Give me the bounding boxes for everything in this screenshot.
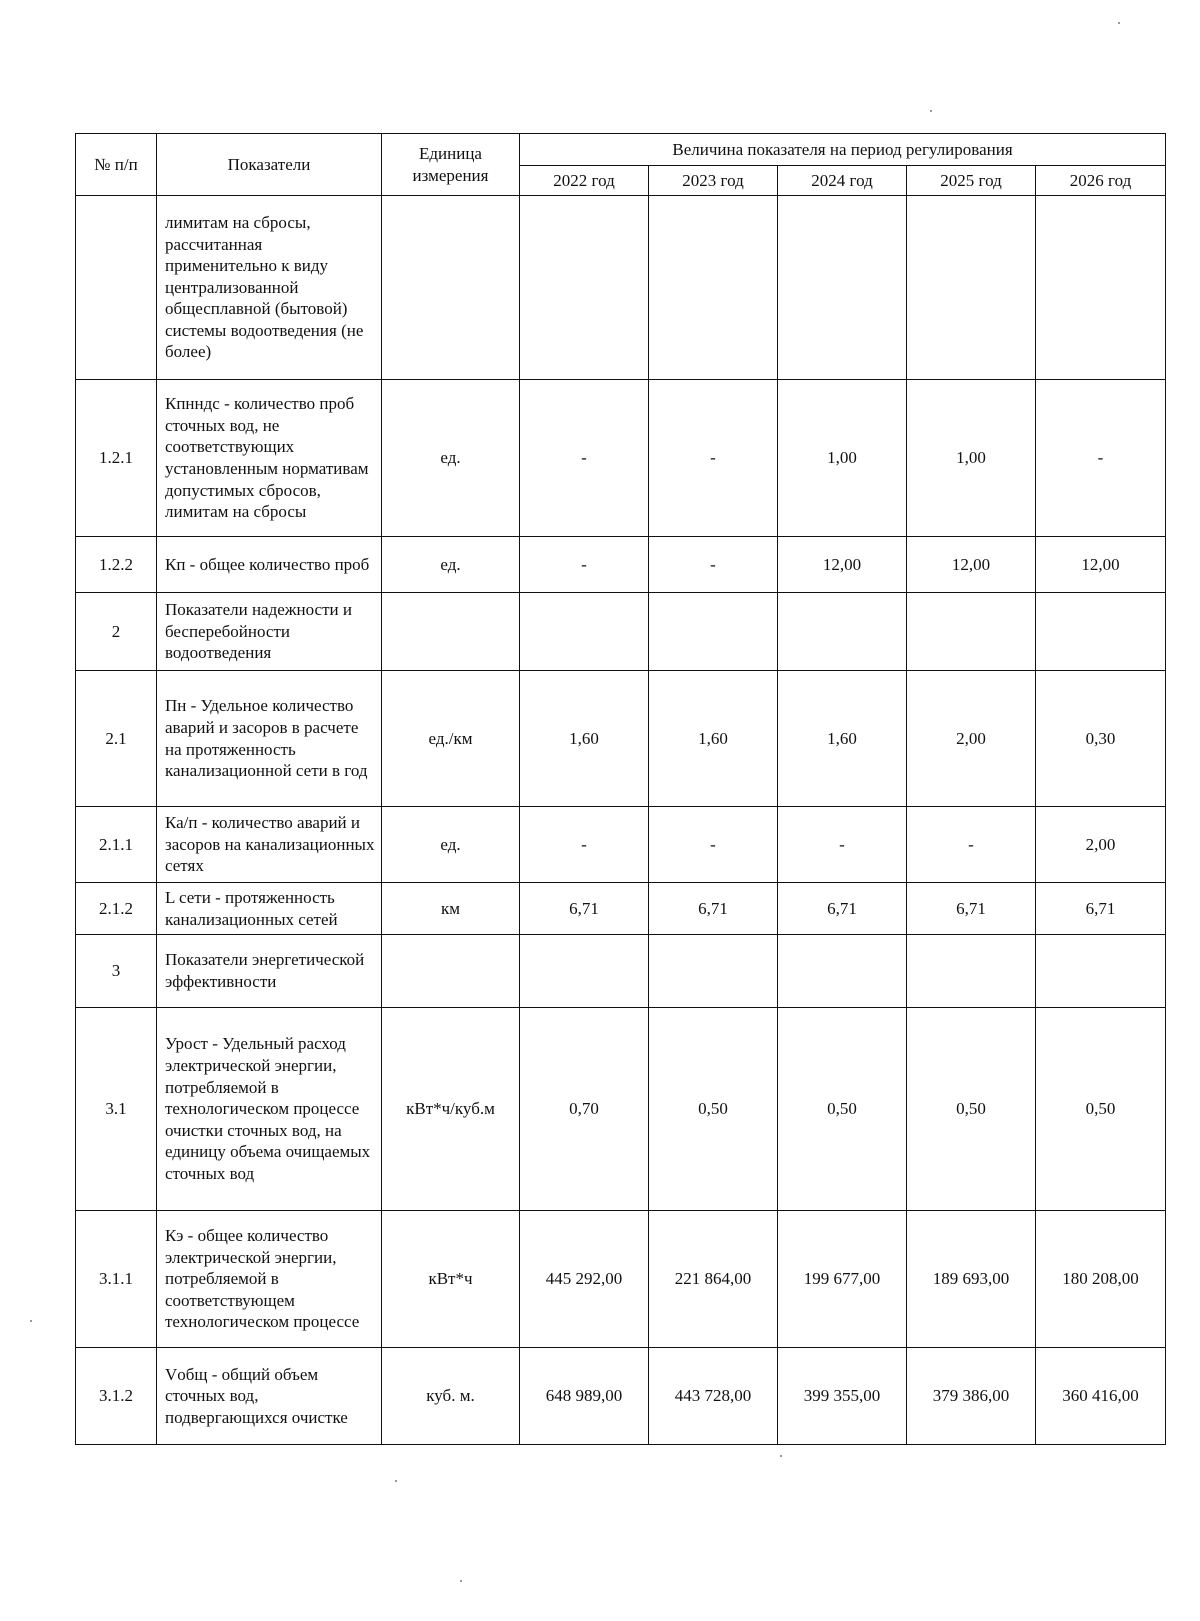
value-cell [649, 196, 778, 380]
indicator-name: лимитам на сбросы, рассчитанная применительно к виду централизованной общесплавной (бытовой) системы водоотведения (не более) [157, 196, 382, 380]
value-cell: 1,00 [907, 380, 1036, 537]
indicators-table [75, 133, 1166, 1445]
row-number: 2.1.1 [76, 807, 157, 883]
unit-cell: км [382, 883, 520, 935]
row-number: 3.1 [76, 1008, 157, 1211]
value-cell: 6,71 [1036, 883, 1166, 935]
row-number: 2.1.2 [76, 883, 157, 935]
indicator-name: Vобщ - общий объем сточных вод, подвергающихся очистке [157, 1348, 382, 1445]
value-cell: 2,00 [1036, 807, 1166, 883]
header-period: Величина показателя на период регулирования [520, 134, 1166, 166]
table-row [76, 1211, 1166, 1348]
table-row [76, 380, 1166, 537]
indicator-name: Пн - Удельное количество аварий и засоров в расчете на протяженность канализационной сети в год [157, 671, 382, 807]
value-cell: - [649, 380, 778, 537]
table-row [76, 1008, 1166, 1211]
header-year: 2026 год [1036, 166, 1166, 196]
table-row [76, 935, 1166, 1008]
scan-speck [1118, 22, 1120, 24]
table-row [76, 537, 1166, 593]
indicator-name: Кпнндс - количество проб сточных вод, не соответствующих установленным нормативам допустимых сбросов, лимитам на сбросы [157, 380, 382, 537]
value-cell: 0,50 [778, 1008, 907, 1211]
value-cell [778, 196, 907, 380]
value-cell: 443 728,00 [649, 1348, 778, 1445]
value-cell: 0,70 [520, 1008, 649, 1211]
scan-speck [460, 1580, 462, 1582]
value-cell: 6,71 [907, 883, 1036, 935]
header-year: 2025 год [907, 166, 1036, 196]
value-cell [649, 593, 778, 671]
value-cell: 12,00 [907, 537, 1036, 593]
table-row [76, 807, 1166, 883]
table-row [76, 1348, 1166, 1445]
header-unit: Единица измерения [382, 134, 520, 196]
value-cell: 360 416,00 [1036, 1348, 1166, 1445]
value-cell: 1,60 [649, 671, 778, 807]
table-row [76, 196, 1166, 380]
value-cell: 2,00 [907, 671, 1036, 807]
unit-cell: куб. м. [382, 1348, 520, 1445]
scan-speck [930, 110, 932, 112]
unit-cell: кВт*ч/куб.м [382, 1008, 520, 1211]
value-cell [1036, 196, 1166, 380]
value-cell [907, 196, 1036, 380]
value-cell [649, 935, 778, 1008]
value-cell: 0,30 [1036, 671, 1166, 807]
indicator-name: Кп - общее количество проб [157, 537, 382, 593]
value-cell: 6,71 [520, 883, 649, 935]
value-cell: 180 208,00 [1036, 1211, 1166, 1348]
value-cell: - [649, 807, 778, 883]
table-row [76, 593, 1166, 671]
unit-cell: ед. [382, 380, 520, 537]
row-number: 3.1.2 [76, 1348, 157, 1445]
value-cell: - [520, 380, 649, 537]
row-number: 3.1.1 [76, 1211, 157, 1348]
value-cell: - [520, 537, 649, 593]
unit-cell: ед. [382, 807, 520, 883]
indicator-name: Урост - Удельный расход электрической энергии, потребляемой в технологическом процессе очистки сточных вод, на единицу объема очищаемых сточных вод [157, 1008, 382, 1211]
table-row [76, 671, 1166, 807]
value-cell: 6,71 [778, 883, 907, 935]
value-cell: 199 677,00 [778, 1211, 907, 1348]
row-number: 3 [76, 935, 157, 1008]
unit-cell [382, 593, 520, 671]
value-cell: 1,60 [520, 671, 649, 807]
indicator-name: L сети - протяженность канализационных сетей [157, 883, 382, 935]
value-cell: - [778, 807, 907, 883]
unit-cell: ед./км [382, 671, 520, 807]
value-cell: 0,50 [649, 1008, 778, 1211]
value-cell [520, 935, 649, 1008]
value-cell: 1,00 [778, 380, 907, 537]
value-cell: 221 864,00 [649, 1211, 778, 1348]
value-cell: 12,00 [778, 537, 907, 593]
row-number [76, 196, 157, 380]
row-number: 1.2.2 [76, 537, 157, 593]
scan-speck [395, 1480, 397, 1482]
value-cell: 0,50 [907, 1008, 1036, 1211]
header-year: 2023 год [649, 166, 778, 196]
indicator-name: Показатели энергетической эффективности [157, 935, 382, 1008]
unit-cell [382, 196, 520, 380]
value-cell [907, 935, 1036, 1008]
table-row [76, 883, 1166, 935]
value-cell: - [520, 807, 649, 883]
header-year: 2022 год [520, 166, 649, 196]
row-number: 2.1 [76, 671, 157, 807]
unit-cell: кВт*ч [382, 1211, 520, 1348]
header-row-1 [76, 134, 1166, 166]
value-cell [778, 935, 907, 1008]
value-cell [520, 593, 649, 671]
header-year: 2024 год [778, 166, 907, 196]
row-number: 1.2.1 [76, 380, 157, 537]
indicator-name: Кэ - общее количество электрической энергии, потребляемой в соответствующем технологическом процессе [157, 1211, 382, 1348]
value-cell: 379 386,00 [907, 1348, 1036, 1445]
value-cell: 1,60 [778, 671, 907, 807]
row-number: 2 [76, 593, 157, 671]
value-cell [1036, 593, 1166, 671]
value-cell: 399 355,00 [778, 1348, 907, 1445]
value-cell: 189 693,00 [907, 1211, 1036, 1348]
scan-speck [780, 1455, 782, 1457]
value-cell: 648 989,00 [520, 1348, 649, 1445]
value-cell [907, 593, 1036, 671]
value-cell: - [907, 807, 1036, 883]
value-cell: 0,50 [1036, 1008, 1166, 1211]
value-cell [778, 593, 907, 671]
unit-cell [382, 935, 520, 1008]
scan-speck [30, 1320, 32, 1322]
unit-cell: ед. [382, 537, 520, 593]
value-cell: 6,71 [649, 883, 778, 935]
value-cell: - [649, 537, 778, 593]
value-cell [1036, 935, 1166, 1008]
header-num: № п/п [76, 134, 157, 196]
indicator-name: Показатели надежности и бесперебойности водоотведения [157, 593, 382, 671]
value-cell [520, 196, 649, 380]
indicator-name: Ка/п - количество аварий и засоров на канализационных сетях [157, 807, 382, 883]
header-name: Показатели [157, 134, 382, 196]
value-cell: 445 292,00 [520, 1211, 649, 1348]
value-cell: - [1036, 380, 1166, 537]
value-cell: 12,00 [1036, 537, 1166, 593]
